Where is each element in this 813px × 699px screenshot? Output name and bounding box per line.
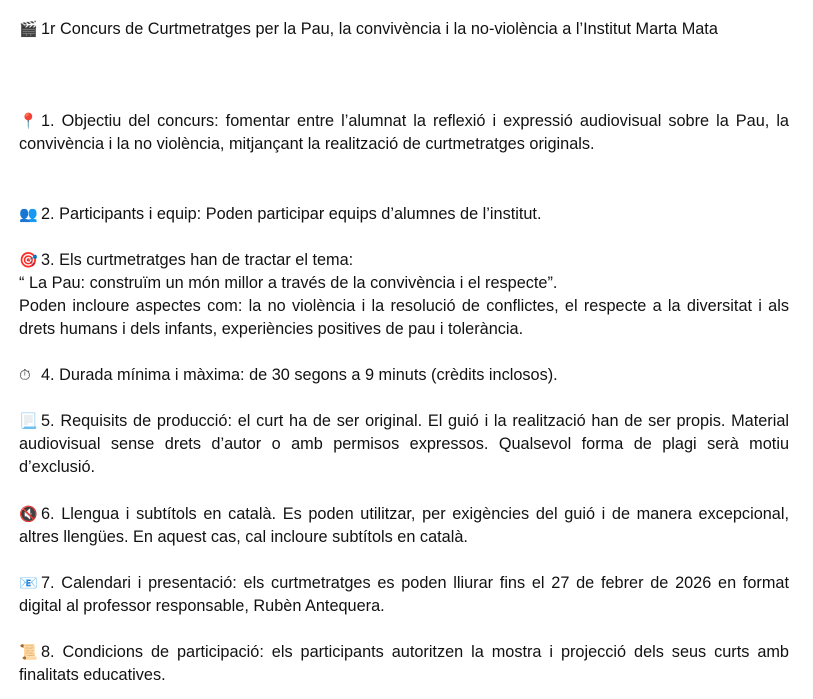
section-language bbox=[19, 503, 789, 549]
document-title bbox=[19, 18, 789, 41]
scroll-icon: 📜 bbox=[19, 643, 38, 661]
stopwatch-icon: ⏱ bbox=[19, 366, 31, 384]
section-duration bbox=[19, 364, 789, 387]
document-title-text: 1r Concurs de Curtmetratges per la Pau, la convivència i la no-violència a l’Institut Marta Mata bbox=[41, 20, 718, 38]
section-theme-text: 3. Els curtmetratges han de tractar el tema: bbox=[41, 251, 354, 269]
section-production-text: 5. Requisits de producció: el curt ha de ser original. El guió i la realització han de ser propis. Material audiovisual sense drets d’autor o amb permisos expressos. Qualsevol forma de plagi serà motiu d’exclusió. bbox=[19, 412, 789, 476]
document-icon: 📃 bbox=[19, 412, 38, 430]
section-theme-heading bbox=[19, 249, 789, 272]
section-conditions bbox=[19, 641, 789, 687]
people-icon: 👥 bbox=[19, 205, 38, 223]
section-participants-text: 2. Participants i equip: Poden participar equips d’alumnes de l’institut. bbox=[41, 205, 542, 223]
section-calendar bbox=[19, 572, 789, 618]
section-conditions-text: 8. Condicions de participació: els participants autoritzen la mostra i projecció dels seus curts amb finalitats educatives. bbox=[19, 643, 789, 684]
section-objective bbox=[19, 110, 789, 156]
section-participants bbox=[19, 203, 789, 226]
section-calendar-text: 7. Calendari i presentació: els curtmetratges es poden lliurar fins el 27 de febrer de 2026 en format digital al professor responsable, Rubèn Antequera. bbox=[19, 574, 789, 615]
email-icon: 📧 bbox=[19, 574, 38, 592]
clapper-board-icon: 🎬 bbox=[19, 20, 38, 38]
section-theme-quote: “ La Pau: construïm un món millor a través de la convivència i el respecte”. bbox=[19, 274, 558, 292]
target-icon: 🎯 bbox=[19, 251, 38, 269]
section-theme-extra: Poden incloure aspectes com: la no violència i la resolució de conflictes, el respecte a la diversitat i als drets humans i dels infants, experiències positives de pau i tolerància. bbox=[19, 297, 789, 338]
round-pushpin-icon: 📍 bbox=[19, 112, 38, 130]
section-duration-text: 4. Durada mínima i màxima: de 30 segons a 9 minuts (crèdits inclosos). bbox=[41, 366, 558, 384]
section-theme bbox=[19, 249, 789, 341]
section-production bbox=[19, 410, 789, 479]
muted-speaker-icon: 🔇 bbox=[19, 505, 38, 523]
section-objective-text: 1. Objectiu del concurs: fomentar entre l’alumnat la reflexió i expressió audiovisual sobre la Pau, la convivència i la no violència, mitjançant la realització de curtmetratges originals. bbox=[19, 112, 789, 153]
section-language-text: 6. Llengua i subtítols en català. Es poden utilitzar, per exigències del guió i de manera excepcional, altres llengües. En aquest cas, cal incloure subtítols en català. bbox=[19, 505, 789, 546]
